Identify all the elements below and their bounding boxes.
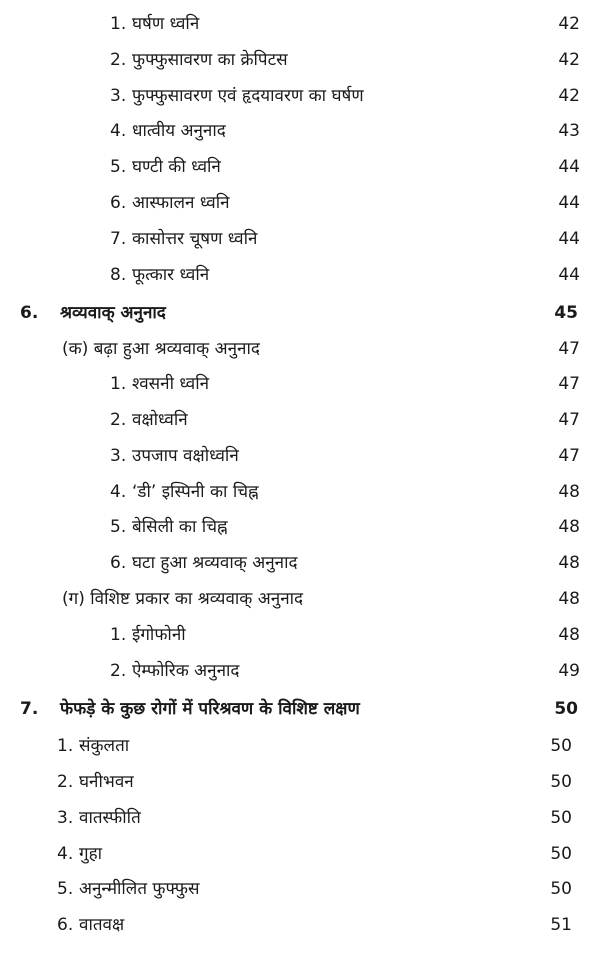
toc-entry <box>0 114 600 148</box>
entry-page: 47 <box>558 410 580 430</box>
entry-number: 8. <box>110 265 127 285</box>
entry-number: 5. <box>57 879 74 899</box>
entry-title: आस्फालन ध्वनि <box>132 193 230 213</box>
entry-page: 44 <box>558 265 580 285</box>
entry-title: कासोत्तर चूषण ध्वनि <box>132 229 258 249</box>
entry-number: 2. <box>110 410 127 430</box>
entry-page: 48 <box>558 553 580 573</box>
toc-entry <box>0 872 600 906</box>
entry-page: 48 <box>558 625 580 645</box>
entry-title: फुफ्फुसावरण एवं हृदयावरण का घर्षण <box>132 86 364 106</box>
toc-entry <box>0 510 600 544</box>
entry-page: 50 <box>550 844 572 864</box>
chapter-title: श्रव्यवाक् अनुनाद <box>60 303 166 323</box>
entry-number: 6. <box>110 193 127 213</box>
entry-title: बेसिली का चिह्न <box>132 517 228 537</box>
chapter-page: 45 <box>554 303 578 323</box>
toc-entry <box>0 79 600 113</box>
entry-page: 43 <box>558 121 580 141</box>
toc-entry <box>0 801 600 835</box>
entry-number: 7. <box>110 229 127 249</box>
entry-number: 5. <box>110 517 127 537</box>
toc-entry <box>0 908 600 942</box>
toc-entry <box>0 403 600 437</box>
entry-title: वक्षोध्वनि <box>132 410 188 430</box>
entry-number: 1. <box>110 625 127 645</box>
entry-number: 4. <box>57 844 74 864</box>
entry-page: 44 <box>558 157 580 177</box>
entry-page: 44 <box>558 229 580 249</box>
chapter-heading-6 <box>0 296 600 330</box>
entry-title: फूत्कार ध्वनि <box>132 265 210 285</box>
entry-number: 1. <box>110 374 127 394</box>
entry-page: 42 <box>558 14 580 34</box>
toc-entry <box>0 222 600 256</box>
section-heading-ka <box>0 332 600 366</box>
entry-number: 4. <box>110 121 127 141</box>
entry-title: ईगोफोनी <box>132 625 186 645</box>
entry-page: 47 <box>558 374 580 394</box>
toc-entry <box>0 439 600 473</box>
entry-title: घर्षण ध्वनि <box>132 14 200 34</box>
entry-title: घटा हुआ श्रव्यवाक् अनुनाद <box>132 553 298 573</box>
toc-entry <box>0 43 600 77</box>
chapter-heading-7 <box>0 692 600 726</box>
entry-number: 2. <box>110 661 127 681</box>
toc-entry <box>0 7 600 41</box>
entry-title: वातस्फीति <box>79 808 141 828</box>
toc-entry <box>0 546 600 580</box>
entry-number: 6. <box>110 553 127 573</box>
toc-entry <box>0 258 600 292</box>
entry-title: अनुन्मीलित फुफ्फुस <box>79 879 200 899</box>
entry-page: 42 <box>558 86 580 106</box>
toc-entry <box>0 837 600 871</box>
entry-page: 48 <box>558 517 580 537</box>
entry-title: उपजाप वक्षोध्वनि <box>132 446 239 466</box>
chapter-number: 7. <box>20 699 39 719</box>
entry-page: 50 <box>550 808 572 828</box>
section-page: 48 <box>558 589 580 609</box>
toc-entry <box>0 475 600 509</box>
entry-title: धात्वीय अनुनाद <box>132 121 226 141</box>
entry-title: संकुलता <box>79 736 130 756</box>
toc-entry <box>0 618 600 652</box>
toc-entry <box>0 186 600 220</box>
entry-number: 3. <box>57 808 74 828</box>
chapter-title: फेफड़े के कुछ रोगों में परिश्रवण के विशिष्ट लक्षण <box>60 699 360 719</box>
section-page: 47 <box>558 339 580 359</box>
entry-page: 50 <box>550 879 572 899</box>
entry-number: 6. <box>57 915 74 935</box>
entry-number: 1. <box>110 14 127 34</box>
section-title: (क) बढ़ा हुआ श्रव्यवाक् अनुनाद <box>62 339 260 359</box>
toc-entry <box>0 729 600 763</box>
entry-page: 44 <box>558 193 580 213</box>
entry-number: 4. <box>110 482 127 502</box>
entry-page: 51 <box>550 915 572 935</box>
section-title: (ग) विशिष्ट प्रकार का श्रव्यवाक् अनुनाद <box>62 589 304 609</box>
entry-page: 50 <box>550 736 572 756</box>
entry-page: 47 <box>558 446 580 466</box>
chapter-page: 50 <box>554 699 578 719</box>
entry-number: 2. <box>110 50 127 70</box>
entry-number: 2. <box>57 772 74 792</box>
entry-title: श्वसनी ध्वनि <box>132 374 210 394</box>
entry-number: 3. <box>110 86 127 106</box>
toc-entry <box>0 765 600 799</box>
entry-number: 5. <box>110 157 127 177</box>
entry-page: 48 <box>558 482 580 502</box>
toc-entry <box>0 150 600 184</box>
entry-title: वातवक्ष <box>79 915 125 935</box>
entry-title: घण्टी की ध्वनि <box>132 157 221 177</box>
entry-title: घनीभवन <box>79 772 134 792</box>
entry-number: 3. <box>110 446 127 466</box>
entry-title: ‘डी’ इस्पिनी का चिह्न <box>132 482 259 502</box>
entry-title: ऐम्फोरिक अनुनाद <box>132 661 240 681</box>
toc-entry <box>0 367 600 401</box>
chapter-number: 6. <box>20 303 39 323</box>
entry-page: 42 <box>558 50 580 70</box>
entry-number: 1. <box>57 736 74 756</box>
entry-title: गुहा <box>79 844 103 864</box>
entry-page: 50 <box>550 772 572 792</box>
toc-entry <box>0 654 600 688</box>
entry-title: फुफ्फुसावरण का क्रेपिटस <box>132 50 288 70</box>
entry-page: 49 <box>558 661 580 681</box>
section-heading-ga <box>0 582 600 616</box>
